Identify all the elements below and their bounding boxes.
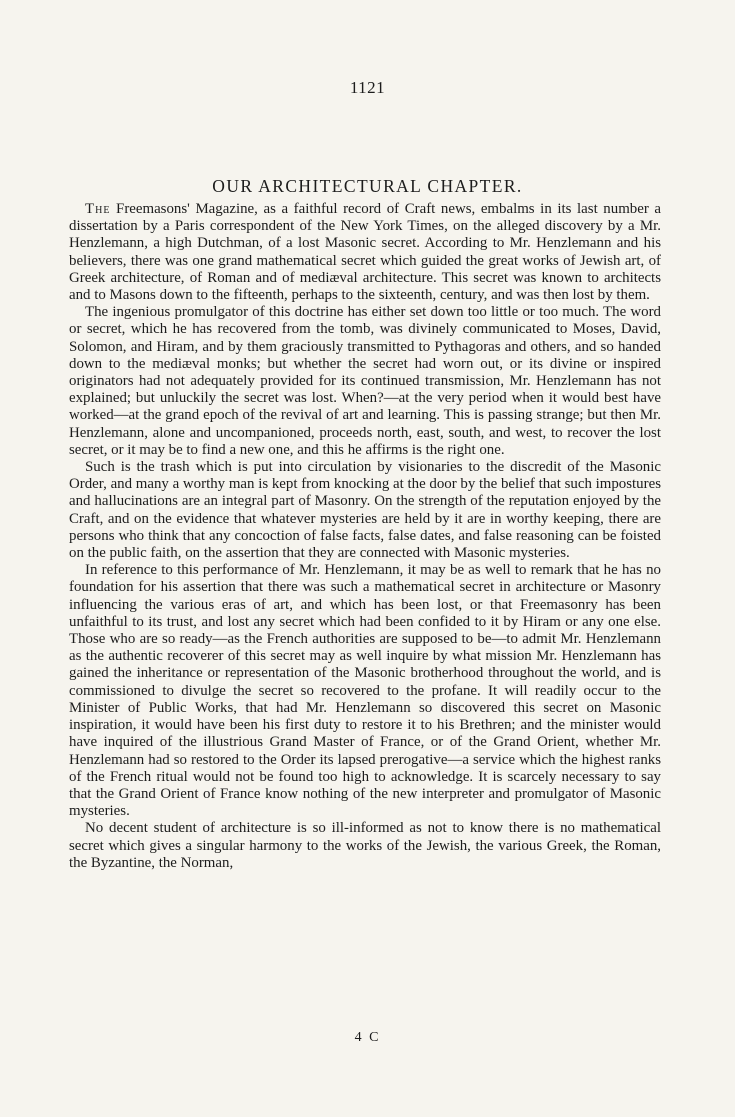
signature-mark: 4 C [354, 1030, 381, 1045]
paragraph-3: Such is the trash which is put into circulation by visionaries to the discredit of the Masonic Order, and many a worthy man is kept from knocking at the door by the belief that such impostures and hallucinations are an integral part of Masonry. On the strength of the reputation enjoyed by the Craft, and on the evidence that whatever mysteries are held by it are in worthy keeping, there are persons who think that any concoction of false facts, false dates, and false reasoning can be foisted on the public faith, on the assertion that they are connected with Masonic mysteries. [69, 459, 661, 562]
paragraph-4: In reference to this performance of Mr. Henzlemann, it may be as well to remark that he has no foundation for his assertion that there was such a mathematical secret in architecture or Masonry influencing the various eras of art, and which has been lost, or that Freemasonry has been unfaithful to its trust, and lost any secret which had been confided to it by Hiram or any one else. Those who are so ready—as the French authorities are supposed to be—to admit Mr. Henzlemann as the authentic recoverer of this secret may as well inquire by what mission Mr. Henzlemann has gained the inheritance or representation of the Masonic brotherhood throughout the world, and is commissioned to divulge the secret so recovered to the profane. It will readily occur to the Minister of Public Works, that had Mr. Henzlemann so discovered this secret on Masonic inspiration, it would have been his first duty to restore it to his Brethren; and the minister would have inquired of the illustrious Grand Master of France, or of the Grand Orient, whether Mr. Henzlemann had so restored to the Order its lapsed prerogative—a service which the highest ranks of the French ritual would not be found too high to acknowledge. It is scarcely necessary to say that the Grand Orient of France know nothing of the new interpreter and promulgator of Masonic mysteries. [69, 562, 661, 820]
article-body [69, 201, 661, 872]
paragraph-2: The ingenious promulgator of this doctrine has either set down too little or too much. The word or secret, which he has recovered from the tomb, was divinely communicated to Moses, David, Solomon, and Hiram, and by them graciously transmitted to Pythagoras and others, and so handed down to the mediæval monks; but whether the secret had worn out, or its divine or inspired originators had not adequately provided for its continued transmission, Mr. Henzlemann has not explained; but unluckily the secret was lost. When?—at the very period when it would best have worked—at the grand epoch of the revival of art and learning. This is passing strange; but then Mr. Henzlemann, alone and uncompanioned, proceeds north, east, south, and west, to recover the lost secret, or it may be to find a new one, and this he affirms is the right one. [69, 304, 661, 458]
paragraph-5: No decent student of architecture is so ill-informed as not to know there is no mathematical secret which gives a singular harmony to the works of the Jewish, the various Greek, the Roman, the Byzantine, the Norman, [69, 820, 661, 871]
paragraph-1-lead: The [85, 201, 111, 217]
paragraph-1 [69, 201, 661, 304]
article-title: OUR ARCHITECTURAL CHAPTER. [212, 176, 523, 196]
paragraph-1-text: Freemasons' Magazine, as a faithful record of Craft news, embalms in its last number a dissertation by a Paris correspondent of the New York Times, on the alleged discovery by a Mr. Henzlemann, a high Dutchman, of a lost Masonic secret. According to Mr. Henzlemann and his believers, there was one grand mathematical secret which guided the great works of Jewish art, of Greek architecture, of Roman and of mediæval architecture. This secret was known to architects and to Masons down to the fifteenth, perhaps to the sixteenth, century, and was then lost by them. [69, 201, 661, 304]
page-number: 1121 [349, 78, 386, 97]
